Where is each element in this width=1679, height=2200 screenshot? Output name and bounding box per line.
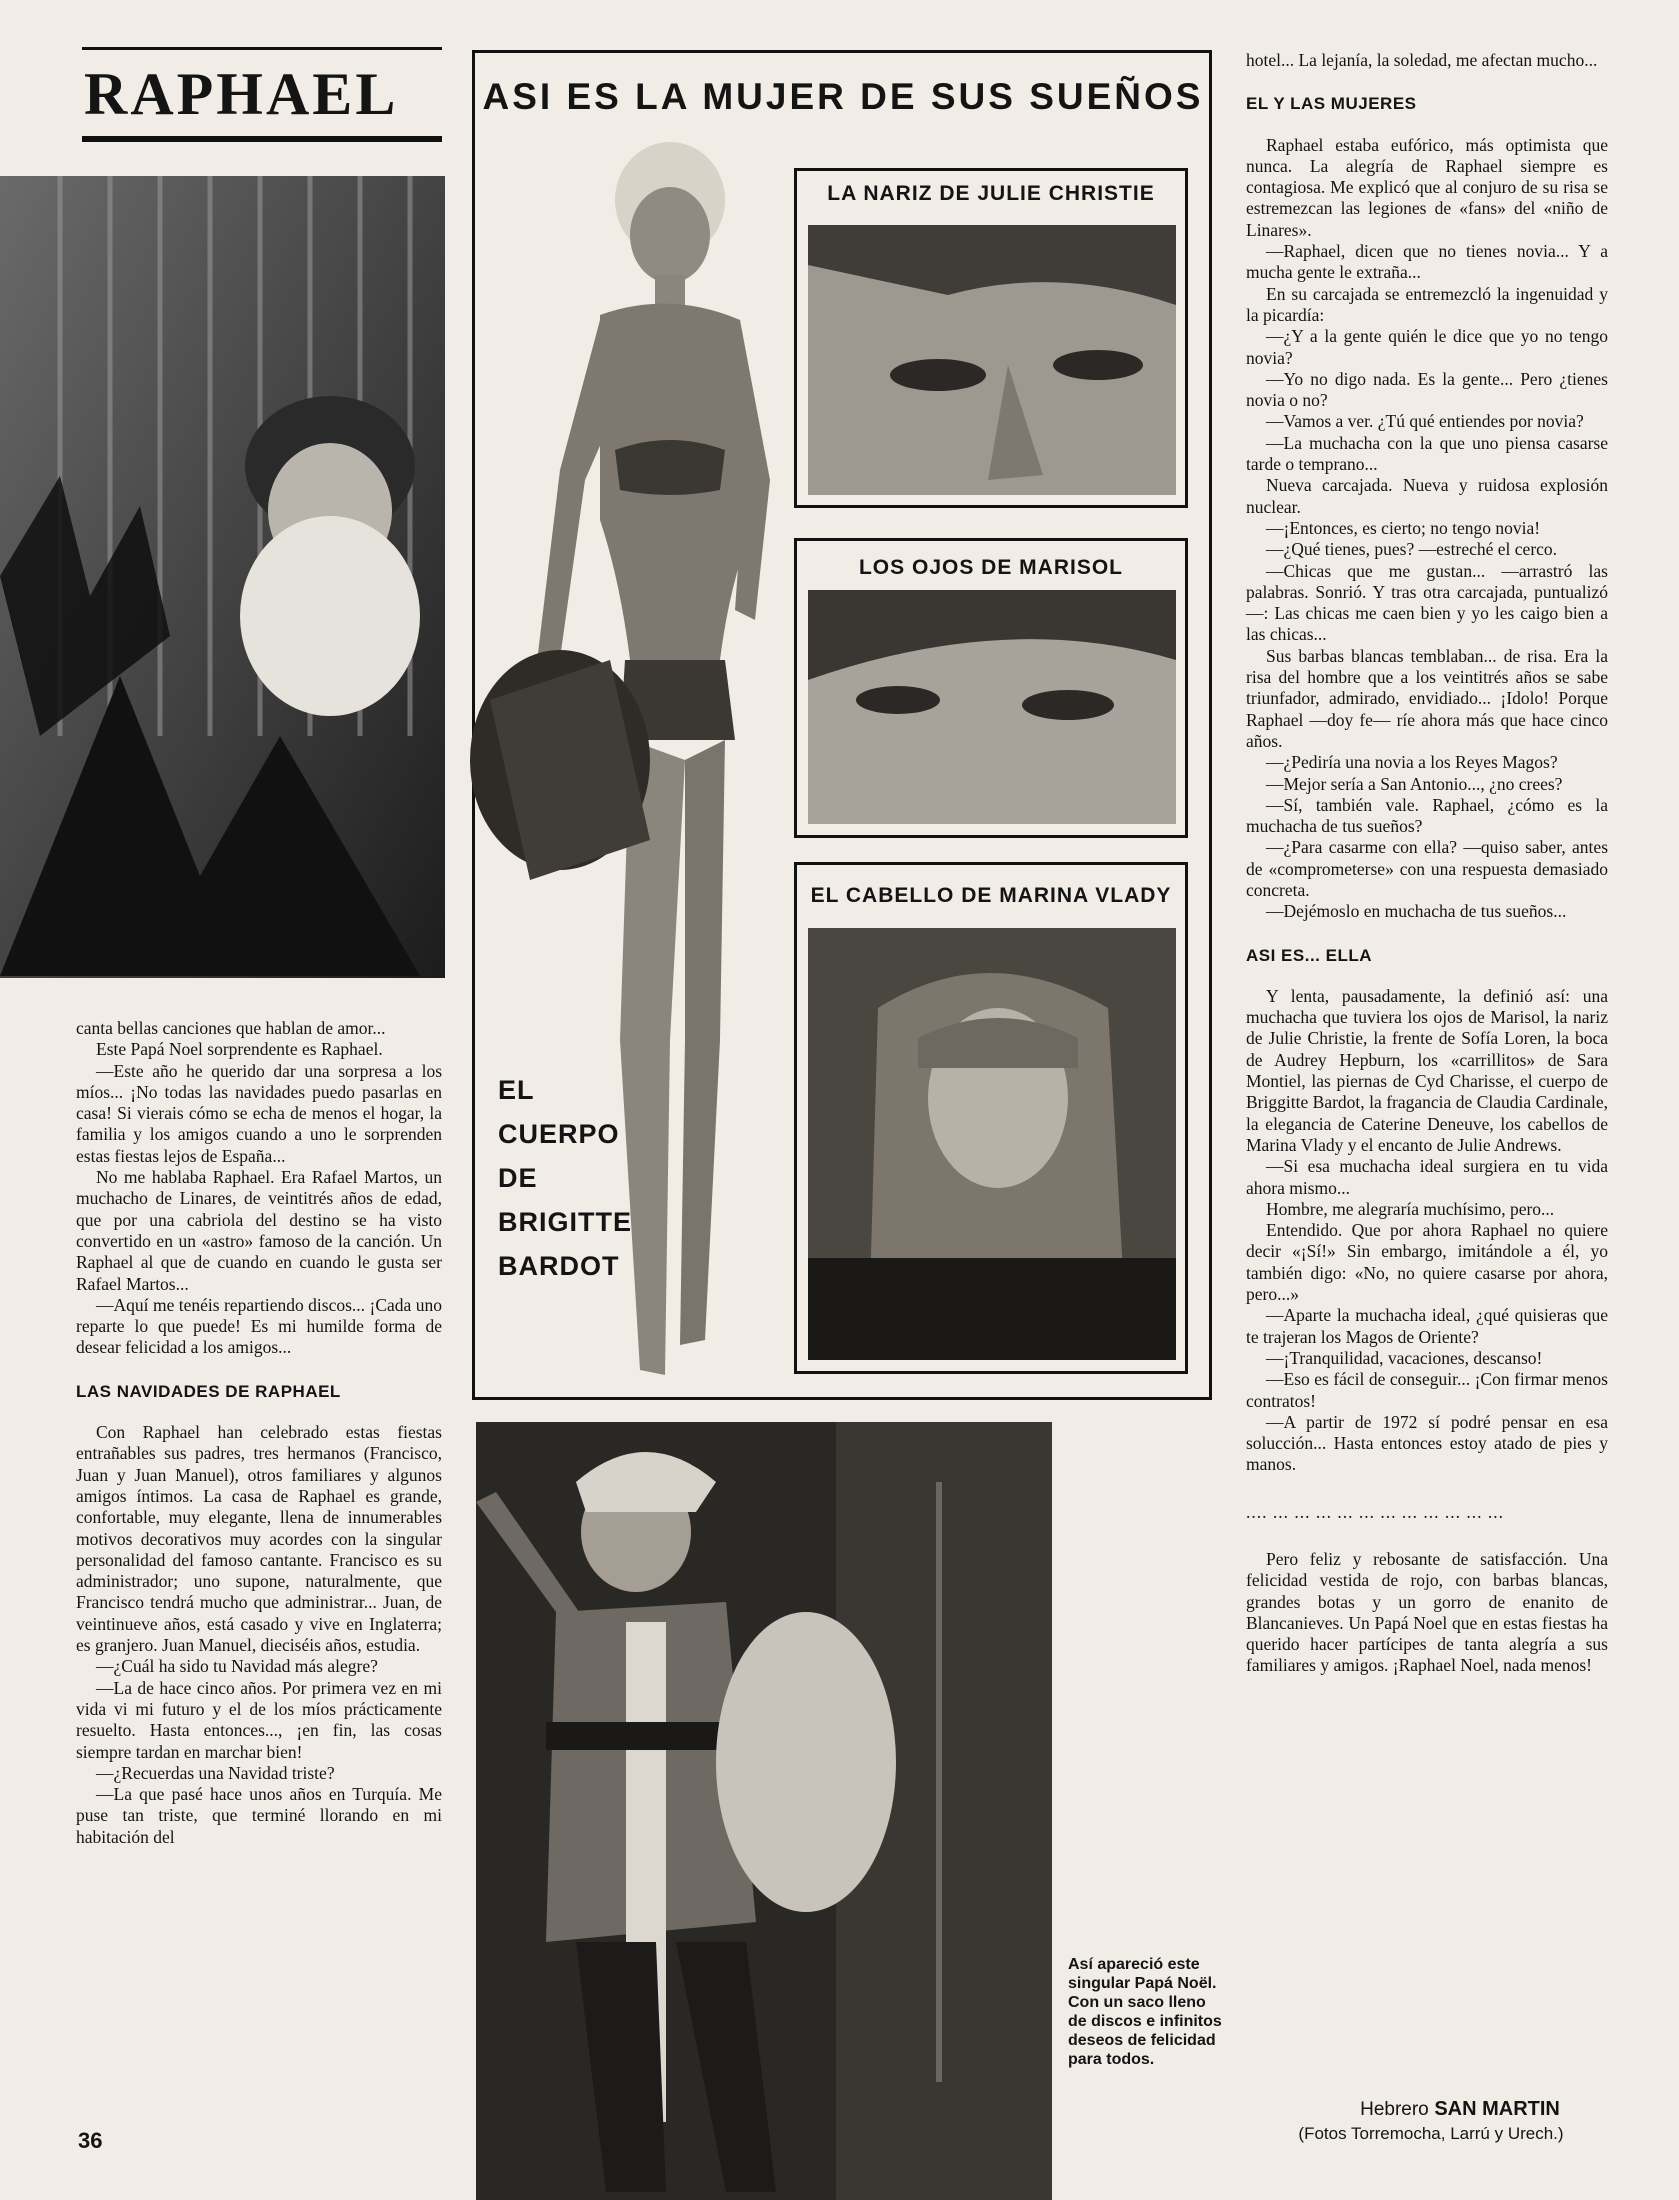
right-para: —Raphael, dicen que no tienes novia... Y a mucha gente le extraña... bbox=[1246, 241, 1608, 283]
right-para: —¡Tranquilidad, vacaciones, descanso! bbox=[1266, 1347, 1543, 1368]
body-caption-line: DE bbox=[498, 1163, 538, 1193]
photo-julie-christie bbox=[808, 225, 1176, 495]
byline-first: Hebrero bbox=[1360, 2099, 1429, 2120]
left-para: —La que pasé hace unos años en Turquía. Me puse tan triste, que terminé llorando en mi habitación del bbox=[76, 1784, 442, 1847]
right-para: —¿Pediría una novia a los Reyes Magos? bbox=[1266, 752, 1558, 773]
right-para: —La muchacha con la que uno piensa casarse tarde o temprano... bbox=[1246, 432, 1608, 475]
body-caption-line: BARDOT bbox=[498, 1251, 620, 1281]
photo-papa-noel bbox=[476, 1422, 1052, 2200]
byline bbox=[1300, 2098, 1620, 2121]
left-para: —La de hace cinco años. Por primera vez en mi vida vi mi futuro y el de los míos prácticamente resuelto. Hasta entonces..., ¡en fin, las cosas siempre tardan en marchar bien! bbox=[76, 1677, 442, 1762]
right-para: Hombre, me alegraría muchísimo, pero... bbox=[1266, 1198, 1555, 1219]
right-para: hotel... La lejanía, la soledad, me afectan mucho... bbox=[1246, 50, 1598, 70]
right-para: Entendido. Que por ahora Raphael no quiere decir «¡Sí!» Sin embargo, imitándole a él, yo también digo: «No, no quiere casarse por ahora, pero...» bbox=[1246, 1220, 1608, 1305]
right-para: —Vamos a ver. ¿Tú qué entiendes por novia? bbox=[1266, 411, 1584, 432]
photo-marina-vlady bbox=[808, 928, 1176, 1360]
right-para: —Yo no digo nada. Es la gente... Pero ¿tienes novia o no? bbox=[1246, 368, 1608, 411]
right-column bbox=[1246, 50, 1608, 1677]
right-para: —Aparte la muchacha ideal, ¿qué quisieras que te trajeran los Magos de Oriente? bbox=[1246, 1305, 1608, 1347]
right-para: Sus barbas blancas temblaban... de risa. Era la risa del hombre que a los veintitrés años se sabe triunfador, admirado, envidiado... ¡Idolo! Porque Raphael —doy fe— ríe ahora más que hace cinco años. bbox=[1246, 645, 1608, 751]
left-para: —Aquí me tenéis repartiendo discos... ¡Cada uno reparte lo que puede! Es mi humilde forma de desear felicidad a los amigos... bbox=[76, 1294, 442, 1358]
right-para: Raphael estaba eufórico, más optimista que nunca. La alegría de Raphael siempre es contagiosa. Me explicó que al conjuro de su risa se estremezcan las legiones de «fans» del «niño de Linares». bbox=[1246, 134, 1608, 240]
right-para: —Si esa muchacha ideal surgiera en tu vida ahora mismo... bbox=[1246, 1156, 1608, 1198]
body-caption-line: EL bbox=[498, 1075, 535, 1105]
right-para: En su carcajada se entremezcló la ingenuidad y la picardía: bbox=[1246, 283, 1608, 325]
masthead-title: RAPHAEL bbox=[84, 61, 399, 127]
nose-caption: LA NARIZ DE JULIE CHRISTIE bbox=[827, 182, 1155, 205]
right-para: —Sí, también vale. Raphael, ¿cómo es la muchacha de tus sueños? bbox=[1246, 794, 1608, 837]
feature-headline: ASI ES LA MUJER DE SUS SUEÑOS bbox=[482, 76, 1204, 117]
section-heading-asi-es-ella: ASI ES... ELLA bbox=[1246, 945, 1373, 965]
section-heading-mujeres: EL Y LAS MUJERES bbox=[1246, 94, 1417, 114]
left-para: No me hablaba Raphael. Era Rafael Martos, un muchacho de Linares, de veintitrés años de edad, que por una cabriola del destino se ha visto convertido en un «astro» famoso de la canción. Un Raphael al que de cuando en cuando le gusta ser Rafael Martos... bbox=[76, 1167, 442, 1294]
right-para: —¿Para casarme con ella? —quiso saber, antes de «comprometerse» con una respuesta demasiado concreta. bbox=[1246, 837, 1608, 900]
hair-caption: EL CABELLO DE MARINA VLADY bbox=[810, 884, 1172, 907]
body-caption-line: CUERPO bbox=[498, 1119, 620, 1149]
right-para: —Dejémoslo en muchacha de tus sueños... bbox=[1266, 901, 1567, 922]
right-para: —A partir de 1972 sí podré pensar en esa solucción... Hasta entonces estoy atado de pies y manos. bbox=[1246, 1411, 1608, 1475]
byline-last: SAN MARTIN bbox=[1434, 2098, 1560, 2120]
left-para: —¿Recuerdas una Navidad triste? bbox=[96, 1762, 335, 1783]
left-para: Este Papá Noel sorprendente es Raphael. bbox=[96, 1039, 383, 1060]
photo-raphael-bearded bbox=[0, 176, 445, 978]
right-para: Y lenta, pausadamente, la definió así: una muchacha que tuviera los ojos de Marisol, la nariz de Julie Christie, la frente de Sofía Loren, la boca de Audrey Hepburn, los «carrillitos» de Sara Montiel, las piernas de Cyd Charisse, el cuerpo de Briggitte Bardot, la fragancia de Claudia Cardinale, la elegancia de Caterine Deneuve, los cabellos de Marina Vlady y el encanto de Julie Andrews. bbox=[1246, 985, 1608, 1155]
masthead-rule-bottom bbox=[82, 136, 442, 142]
masthead-rule-top bbox=[82, 47, 442, 50]
body-caption bbox=[498, 1068, 648, 1288]
photo-marisol bbox=[808, 590, 1176, 824]
dot-separator: .... ... ... ... ... ... ... ... ... ... ... ... bbox=[1246, 1501, 1504, 1522]
right-para: —Eso es fácil de conseguir... ¡Con firmar menos contratos! bbox=[1246, 1369, 1608, 1411]
photo-caption: Así apareció este singular Papá Noël. Con un saco lleno de discos e infinitos deseos de felicidad para todos. bbox=[1068, 1956, 1222, 2068]
page-number: 36 bbox=[78, 2128, 103, 2153]
right-para: —¡Entonces, es cierto; no tengo novia! bbox=[1266, 517, 1541, 538]
left-para: canta bellas canciones que hablan de amor... bbox=[76, 1018, 386, 1038]
left-para: Con Raphael han celebrado estas fiestas entrañables sus padres, tres hermanos (Francisco, Juan y Juan Manuel), otros familiares y algunos amigos íntimos. La casa de Raphael es grande, confortable, muy elegante, llena de innumerables motivos decorativos muy acordes con la singular personalidad del famoso cantante. Francisco es su administrador; uno supone, naturalmente, que Francisco tendrá mucho que administrar... Juan, de veintinueve años, está casado y vive en Inglaterra; es granjero. Juan Manuel, dieciséis años, estudia. bbox=[76, 1422, 442, 1656]
left-para: —¿Cuál ha sido tu Navidad más alegre? bbox=[96, 1656, 378, 1677]
eyes-caption: LOS OJOS DE MARISOL bbox=[858, 556, 1124, 579]
right-para: Nueva carcajada. Nueva y ruidosa explosión nuclear. bbox=[1246, 475, 1608, 517]
right-para: —Mejor sería a San Antonio..., ¿no crees? bbox=[1266, 773, 1563, 794]
body-caption-line: BRIGITTE bbox=[498, 1207, 632, 1237]
section-heading-navidades: LAS NAVIDADES DE RAPHAEL bbox=[76, 1381, 341, 1401]
right-para: —¿Y a la gente quién le dice que yo no tengo novia? bbox=[1246, 326, 1608, 368]
photo-credits: (Fotos Torremocha, Larrú y Urech.) bbox=[1298, 2124, 1564, 2143]
left-para: —Este año he querido dar una sorpresa a los míos... ¡No todas las navidades puedo pasarlas en casa! Si vierais cómo se echa de menos el hogar, la familia y los amigos cuando a uno le sorprenden estas fiestas lejos de España... bbox=[76, 1060, 442, 1166]
right-para: —¿Qué tienes, pues? —estreché el cerco. bbox=[1266, 539, 1558, 560]
right-para: Pero feliz y rebosante de satisfacción. Una felicidad vestida de rojo, con barbas blancas, grandes botas y un gorro de enanito de Blancanieves. Un Papá Noel que en estas fiestas ha querido hacer partícipes de tanta alegría a sus familiares y amigos. ¡Raphael Noel, nada menos! bbox=[1246, 1549, 1608, 1676]
left-column bbox=[76, 1018, 442, 1848]
right-para: —Chicas que me gustan... —arrastró las palabras. Sonrió. Y tras otra carcajada, puntualizó—: Las chicas me caen bien y yo les caigo bien a las chicas... bbox=[1246, 560, 1608, 645]
